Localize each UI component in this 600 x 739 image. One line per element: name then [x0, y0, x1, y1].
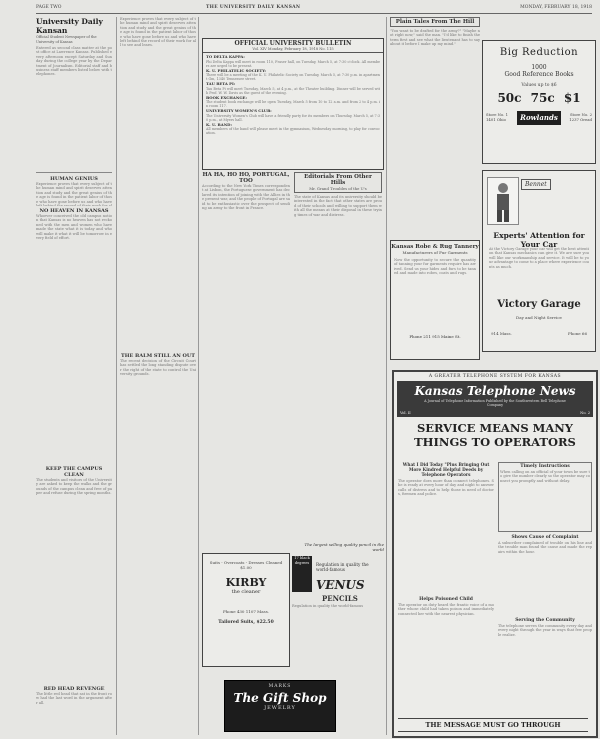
masthead: [36, 17, 112, 173]
garage-ad: [482, 170, 596, 352]
gift-main: The Gift Shop: [233, 691, 327, 705]
column-2: [120, 17, 196, 739]
page-header: [36, 5, 592, 13]
editorials-text: The state of Kansas and its university should be interested in the fact that other states are proud of their schools and willing to support them with all the means at their disposal in these trying times of war and distress.: [294, 195, 382, 217]
plain-tales-box: [390, 17, 480, 27]
kirby-ad: [202, 553, 290, 667]
bulletin-item-heading: BOOK EXCHANGE:: [206, 94, 247, 100]
venus-sub: PENCILS: [322, 594, 358, 603]
mechanic-illustration: [487, 177, 519, 225]
tel-sub-text-a: The operator on duty heard the frantic voice of a mother whose child had taken poison and immediately connected her with the nearest physician.: [398, 603, 494, 616]
tel-title: Kansas Telephone News: [414, 384, 576, 398]
editorials-box: [294, 172, 382, 193]
tel-instructions-box: [498, 462, 592, 532]
venus-box-label: 17 black degrees: [292, 556, 312, 592]
bulletin-item-text: Tau Beta Pi will meet Tuesday, March 5, at 4 p.m., at the Theater building. Dinner will be served with Prof. W. W. Davis as the guest of the evening.: [206, 86, 380, 95]
garage-name: Victory Garage: [497, 299, 581, 310]
editorials-sub: Mr. Grand Troubles of the U's: [309, 186, 367, 191]
bulletin-item-heading: K. U. BAND:: [206, 121, 232, 127]
rowlands-logo: Rowlands: [517, 111, 561, 125]
tel-banner: A GREATER TELEPHONE SYSTEM FOR KANSAS: [428, 374, 562, 379]
tel-col-left: [398, 462, 494, 699]
gift-shop-ad: [224, 680, 336, 732]
tel-sub: A Journal of Telephone Information Published by the Southwestern Bell Telephone Company: [424, 399, 566, 407]
gift-sub: JEWELRY: [264, 705, 296, 711]
masthead-subtitle: Official Student Newspaper of the University of Kansas: [36, 35, 97, 44]
reduction-line3: Values up to $6: [521, 83, 557, 88]
venus-brand: VENUS: [316, 578, 365, 592]
venus-top: The largest selling quality pencil in the world: [304, 542, 384, 552]
bulletin-item-heading: TO DELTA KAPPA:: [206, 54, 245, 59]
garage-headline: Experts' Attention for Your Car: [493, 231, 585, 249]
gift-top: MARKS: [268, 684, 292, 689]
bulletin-item-text: The student book exchange will be open Tuesday, March 5 from 10 to 12 a.m. and from 2 to 4 p.m. in room 117.: [206, 100, 380, 108]
tel-main-text: The operator does more than connect telephones. She is ready at every hour of day and night to answer calls of distress and to help those in need of doctors, firemen and police.: [398, 479, 494, 497]
bulletin-item-heading: TAU BETA PI:: [206, 81, 236, 86]
column-3: [202, 172, 290, 552]
price-1: 50c: [497, 91, 522, 105]
tel-serving-text: The telephone serves the community every day and every night through the year in ways that few people realize.: [498, 624, 592, 637]
tel-main-head: What I Did Today "Plus Bringing Out More Kindred Helpful Deeds by Telephone Operators: [402, 462, 490, 477]
tel-no: No. 2: [580, 411, 590, 415]
header-rule: [36, 13, 592, 14]
kirby-sub: the cleaner: [231, 589, 261, 595]
plain-tales-text: "You want to be drafted for the army?" "Maybe not right now," said the man. "I'd like to finish the term first and see what the lieutenant has to say about it before I make up my mind.": [390, 29, 480, 47]
page-label: PAGE TWO: [36, 5, 62, 10]
plain-tales-title: Plain Tales From The Hill: [395, 19, 475, 25]
robe-text: Now the opportunity to secure the quantity of tanning your fur garments require has arrived. Send us your hides and furs to be tanned and made into robes, coats and rugs.: [394, 258, 476, 276]
column-divider: [386, 17, 387, 735]
garage-phone: Phone 66: [568, 331, 587, 336]
kirby-top: Suits - Overcoats - Dresses Cleaned $1.00: [209, 560, 283, 570]
human-genius-text: Experience proves that every subject of the human mind and spirit deserves attention and study and the great genius of the age is found in the patient labor of those who have gone before us and who have: [36, 182, 112, 204]
robe-sub: Manufacturers of Fur Garments: [402, 250, 468, 255]
tel-col-right: [498, 462, 592, 686]
robe-title: Kansas Robe & Rug Tannery: [391, 244, 479, 250]
store1-name: Store No. 1: [486, 112, 509, 117]
column-divider: [198, 17, 199, 735]
column-divider: [116, 17, 117, 735]
tel-col2-text: When calling on an official of your town be sure to give the number clearly so the operator may connect you promptly and without delay.: [500, 470, 590, 483]
tel-footer: [398, 718, 588, 732]
reduction-title: Big Reduction: [499, 47, 579, 58]
masthead-text: Entered as second class matter at the post office at Lawrence Kansas. Published every afternoon except Saturday and Sunday during the college year by the Department of Journalism. Editorial staff and business staff members listed below with telephones.: [36, 46, 112, 77]
date-line: MONDAY, FEBRUARY 18, 1918: [520, 5, 592, 10]
bulletin-items: [203, 53, 383, 136]
paper-name: THE UNIVERSITY DAILY KANSAN: [206, 5, 301, 10]
venus-ad: [292, 542, 384, 670]
price-3: $1: [563, 91, 581, 105]
store2-name: Store No. 2: [569, 112, 592, 117]
bulletin-title: OFFICIAL UNIVERSITY BULLETIN: [234, 40, 352, 47]
reduction-count: 1000: [531, 64, 547, 71]
editorials-title: Editorials From Other Hills: [304, 174, 372, 186]
reduction-ad: [482, 40, 596, 164]
column-4: [294, 172, 382, 501]
ha-ha-text: According to the New York Times correspondent at Lisbon, the Portuguese government has declared its intention of joining with the Allies in the present war, and the people of Portugal are said to be enthusiastic over the prospect of sending an army to the front in France.: [202, 184, 290, 211]
campus-clean-headline: KEEP THE CAMPUS CLEAN: [45, 466, 103, 478]
no-heaven-text: Whoever conceived the old campus notion that Kansas is no heaven has not reckoned with the men and women who have made the state what it is today and who will make it what it will be tomorrow in every field of effort.: [36, 214, 112, 241]
bulletin-item-text: The University Women's Club will have a friendly party for its members on Thursday, March 5, at 7:30 p.m., at Myers hall.: [206, 113, 380, 122]
store1-addr: 1401 Ohio: [486, 117, 506, 122]
bulletin-item-text: All members of the band will please meet in the gymnasium, Wednesday morning, to play for convocation.: [206, 127, 380, 135]
revenge-text: The little red head that sat in the front row had the last word in the argument after all.: [36, 692, 112, 705]
tel-col2-head: Timely Instructions: [520, 464, 570, 469]
tel-vol: Vol. II: [400, 411, 411, 415]
bulletin-item-text: Phi Delta Kappa will meet in room 110, Fraser hall, on Tuesday, March 5, at 7:30 o'clock. All members are urged to be present.: [206, 59, 380, 68]
price-2: 75c: [530, 91, 555, 105]
reduction-prices: [483, 91, 595, 105]
tel-shows-text: A subscriber complained of trouble on his line and the trouble man found the cause and made the repairs within the hour.: [498, 541, 592, 554]
reduction-footer: [483, 111, 595, 133]
tel-headline-2: THINGS TO OPERATORS: [414, 435, 576, 449]
store2-addr: 1237 Oread: [569, 117, 592, 122]
garage-sub: Day and Night Service: [516, 315, 562, 320]
tel-shows-head: Shows Cause of Complaint: [511, 535, 579, 540]
revenge-headline: RED HEAD REVENGE: [43, 686, 105, 692]
tel-headline-1: SERVICE MEANS MANY: [416, 421, 574, 435]
tel-sub-head-a: Helps Poisoned Child: [419, 597, 473, 602]
kirby-phone: Phone 430 1107 Mass.: [222, 609, 270, 614]
official-bulletin: [202, 38, 384, 170]
telephone-news-ad: [392, 370, 598, 738]
human-genius-headline: HUMAN GENIUS: [50, 176, 98, 182]
kirby-title: KIRBY: [225, 576, 267, 589]
col2-text-top: Experience proves that every subject of the human mind and spirit deserves attention and study and the great genius of the age is found in the patient labor of those who have gone before us and who have left behind the record of their work for all to see and learn.: [120, 17, 196, 48]
garage-text: At the Victory Garage your car will get the best attention that Kansas mechanics can give it. We are sure you will like our workmanship and service. It will be to your advantage to come to a place where experience counts as much.: [489, 247, 589, 269]
ha-ha-headline: HA HA, HO HO, PORTUGAL, TOO: [202, 172, 290, 184]
garage-street: 914 Mass.: [491, 331, 512, 336]
tel-masthead: [397, 381, 593, 417]
venus-mid: Regulation in quality the world-famous: [316, 562, 369, 572]
bulletin-item-text: There will be a meeting of the K. U. Philatelic Society on Tuesday, March 5, at 7:30 p.m. in apartment Gm, 1340 Tennessee street.: [206, 73, 380, 81]
column-1: [36, 17, 112, 738]
bennet-logo: Bennet: [521, 179, 551, 190]
campus-clean-text: The students and visitors of the University are asked to keep the walks and the grounds of the campus clean and free of paper and refuse during the spring months.: [36, 478, 112, 496]
no-heaven-headline: NO HEAVEN IN KANSAS: [39, 208, 109, 214]
column-5: [390, 17, 480, 237]
reduction-line2: Good Reference Books: [504, 71, 574, 78]
tel-footer-text: THE MESSAGE MUST GO THROUGH: [425, 721, 561, 729]
bulletin-item-heading: K. U. PHILATELIC SOCIETY:: [206, 67, 266, 73]
balm-text: The recent decision of the Circuit Court has settled the long standing dispute over the right of the state to control the University grounds.: [120, 359, 196, 377]
tel-serving-head: Serving the Community: [515, 618, 575, 623]
balm-headline: THE BALM STILL AN OUT: [121, 353, 195, 359]
kansas-robe-ad: [390, 240, 480, 360]
masthead-title: University Daily Kansan: [36, 17, 103, 35]
mechanic-figure-icon: [488, 178, 518, 224]
bulletin-item-heading: UNIVERSITY WOMEN'S CLUB:: [206, 108, 272, 113]
bulletin-issue-line: Vol. XIV Monday, February 18, 1918 No. 115: [203, 47, 383, 53]
kirby-bottom: Tailored Suits, $22.50: [218, 620, 274, 625]
venus-text: Regulation in quality the world-famous: [292, 604, 364, 608]
robe-phone: Phone 211 915 Maine St.: [409, 334, 461, 339]
